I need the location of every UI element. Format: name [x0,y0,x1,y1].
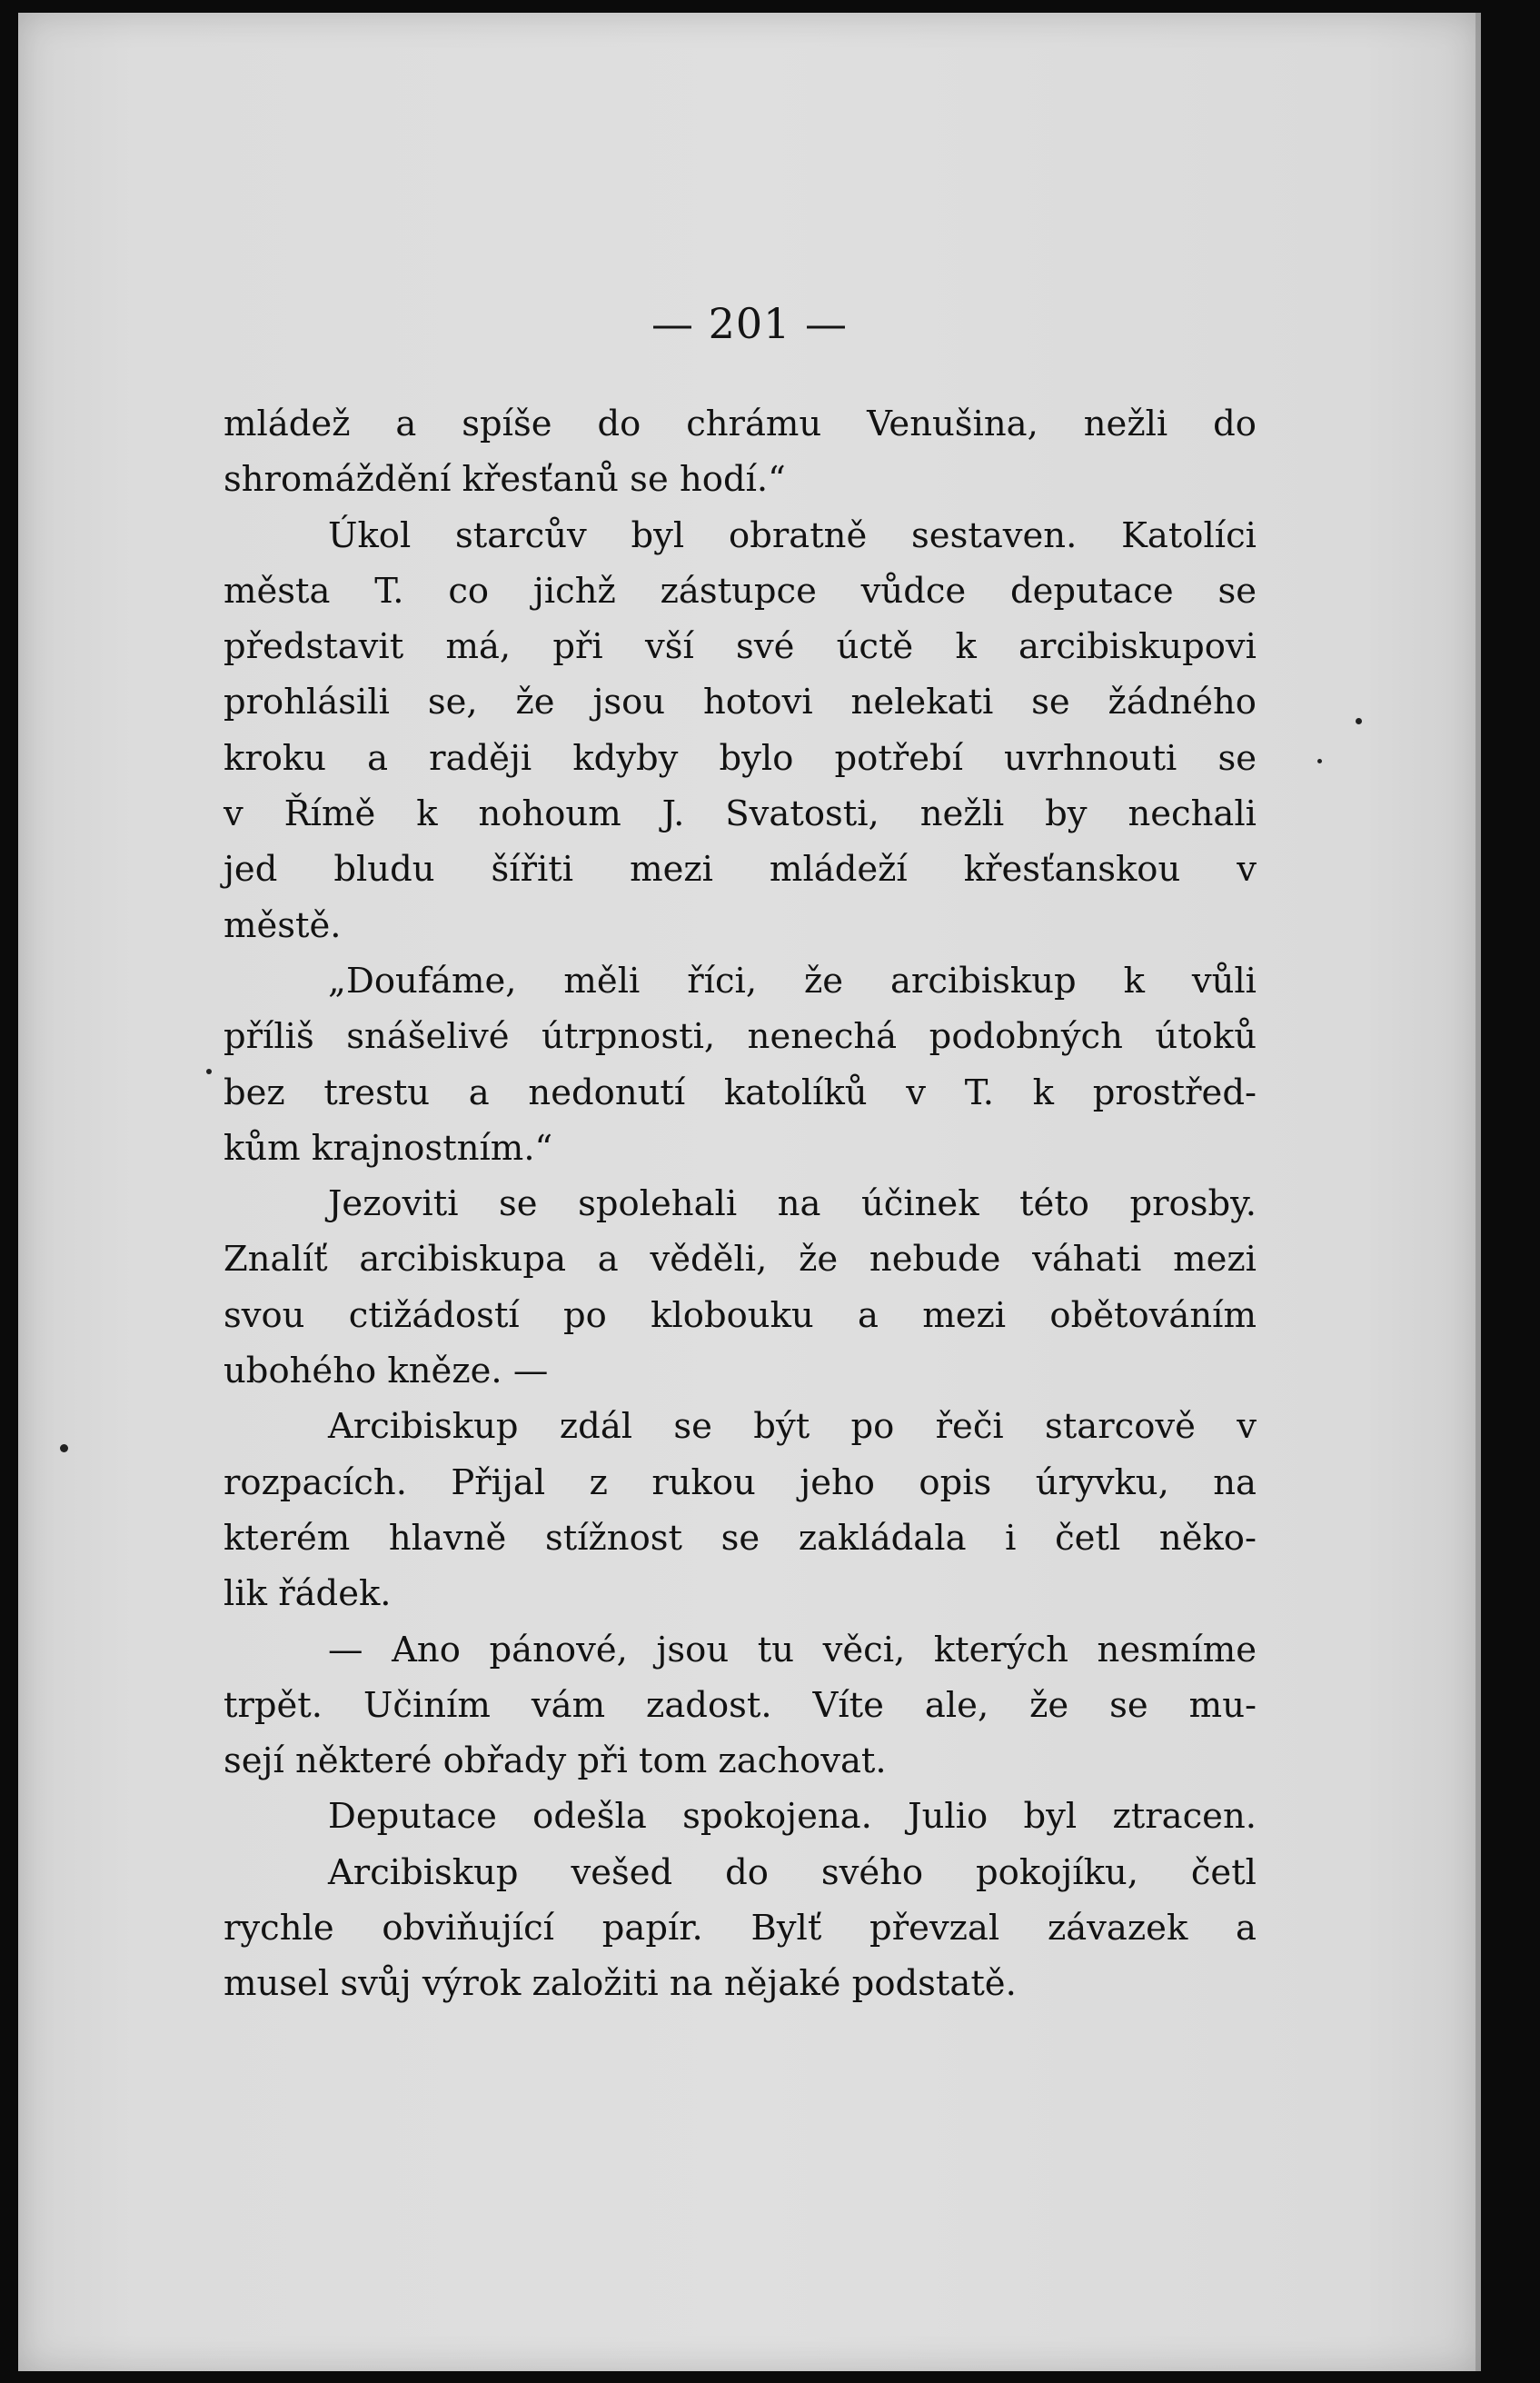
text-line: kroku a raději kdyby bylo potřebí uvrhnouti se [224,737,1257,779]
text-line: svou ctižádostí po klobouku a mezi obětováním [224,1294,1257,1336]
text-line: Úkol starcův byl obratně sestaven. Katolíci [328,514,1257,556]
text-line: mládež a spíše do chrámu Venušina, nežli do [224,404,1257,444]
text-line: prohlásili se, že jsou hotovi nelekati se žádného [224,682,1257,723]
text-line: ubohého kněze. — [224,1351,549,1392]
text-line: sejí některé obřady při tom zachovat. [224,1740,887,1782]
text-line: městě. [224,904,342,946]
text-line: bez trestu a nedonutí katolíků v T. k prostřed- [224,1072,1257,1113]
text-line: musel svůj výrok založiti na nějaké podstatě. [224,1963,1017,2005]
text-line: Jezoviti se spolehali na účinek této prosby. [328,1183,1257,1225]
text-line: kům krajnostním.“ [224,1127,553,1169]
text-line: shromáždění křesťanů se hodí.“ [224,459,786,501]
text-line: Deputace odešla spokojena. Julio byl ztracen. [328,1796,1257,1838]
book-page [18,13,1481,2371]
text-line: příliš snášelivé útrpnosti, nenechá podobných útoků [224,1016,1257,1058]
text-line: „Doufáme, měli říci, že arcibiskup k vůli [328,960,1257,1002]
text-line: trpět. Učiním vám zadost. Víte ale, že se mu- [224,1684,1257,1726]
body-text [224,396,1257,2012]
text-line: představit má, při vší své úctě k arcibiskupovi [224,626,1257,668]
ink-speck [1356,718,1362,724]
text-line: města T. co jichž zástupce vůdce deputace se [224,570,1257,612]
text-line: kterém hlavně stížnost se zakládala i četl něko- [224,1517,1257,1559]
text-line: Znalíť arcibiskupa a věděli, že nebude váhati mezi [224,1239,1257,1281]
text-line: Arcibiskup vešed do svého pokojíku, četl [328,1851,1257,1893]
ink-speck [1317,759,1322,763]
text-line: — Ano pánové, jsou tu věci, kterých nesmíme [328,1629,1257,1670]
text-line: Arcibiskup zdál se být po řeči starcově v [328,1406,1257,1448]
page-edge [1475,13,1481,2371]
text-line: rozpacích. Přijal z rukou jeho opis úryvku, na [224,1461,1257,1503]
text-line: v Římě k nohoum J. Svatosti, nežli by nechali [224,793,1257,835]
text-line: rychle obviňující papír. Bylť převzal závazek a [224,1908,1257,1949]
text-line: jed bludu šířiti mezi mládeží křesťanskou v [224,849,1257,891]
ink-speck [60,1444,68,1452]
page-number: — 201 — [651,299,849,348]
ink-speck [206,1069,212,1074]
text-line: lik řádek. [224,1573,392,1615]
